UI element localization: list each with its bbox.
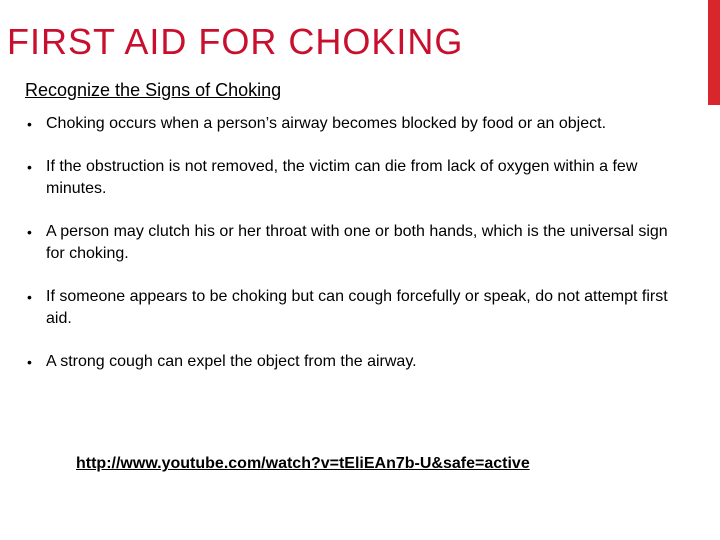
bullet-dot-icon: •	[27, 354, 32, 370]
bullet-dot-icon: •	[27, 159, 32, 175]
accent-bar	[708, 0, 720, 105]
bullet-text: If someone appears to be choking but can cough forcefully or speak, do not attempt first aid.	[46, 288, 668, 327]
bullet-dot-icon: •	[27, 116, 32, 132]
bullet-text: A person may clutch his or her throat with one or both hands, which is the universal sign for choking.	[46, 223, 668, 262]
bullet-dot-icon: •	[27, 224, 32, 240]
bullet-list	[26, 113, 686, 373]
bullet-text: If the obstruction is not removed, the victim can die from lack of oxygen within a few minutes.	[46, 158, 638, 197]
bullet-dot-icon: •	[27, 289, 32, 305]
bullet-item	[26, 286, 686, 330]
bullet-item	[26, 156, 686, 200]
bullet-item	[26, 113, 686, 135]
bullet-text: Choking occurs when a person’s airway becomes blocked by food or an object.	[46, 115, 607, 132]
bullet-item	[26, 351, 686, 373]
bullet-item	[26, 221, 686, 265]
bullet-text: A strong cough can expel the object from the airway.	[46, 353, 417, 370]
video-link[interactable]: http://www.youtube.com/watch?v=tEliEAn7b-U&safe=active	[76, 455, 530, 472]
section-subtitle: Recognize the Signs of Choking	[25, 80, 282, 100]
slide-title: FIRST AID FOR CHOKING	[7, 21, 464, 62]
